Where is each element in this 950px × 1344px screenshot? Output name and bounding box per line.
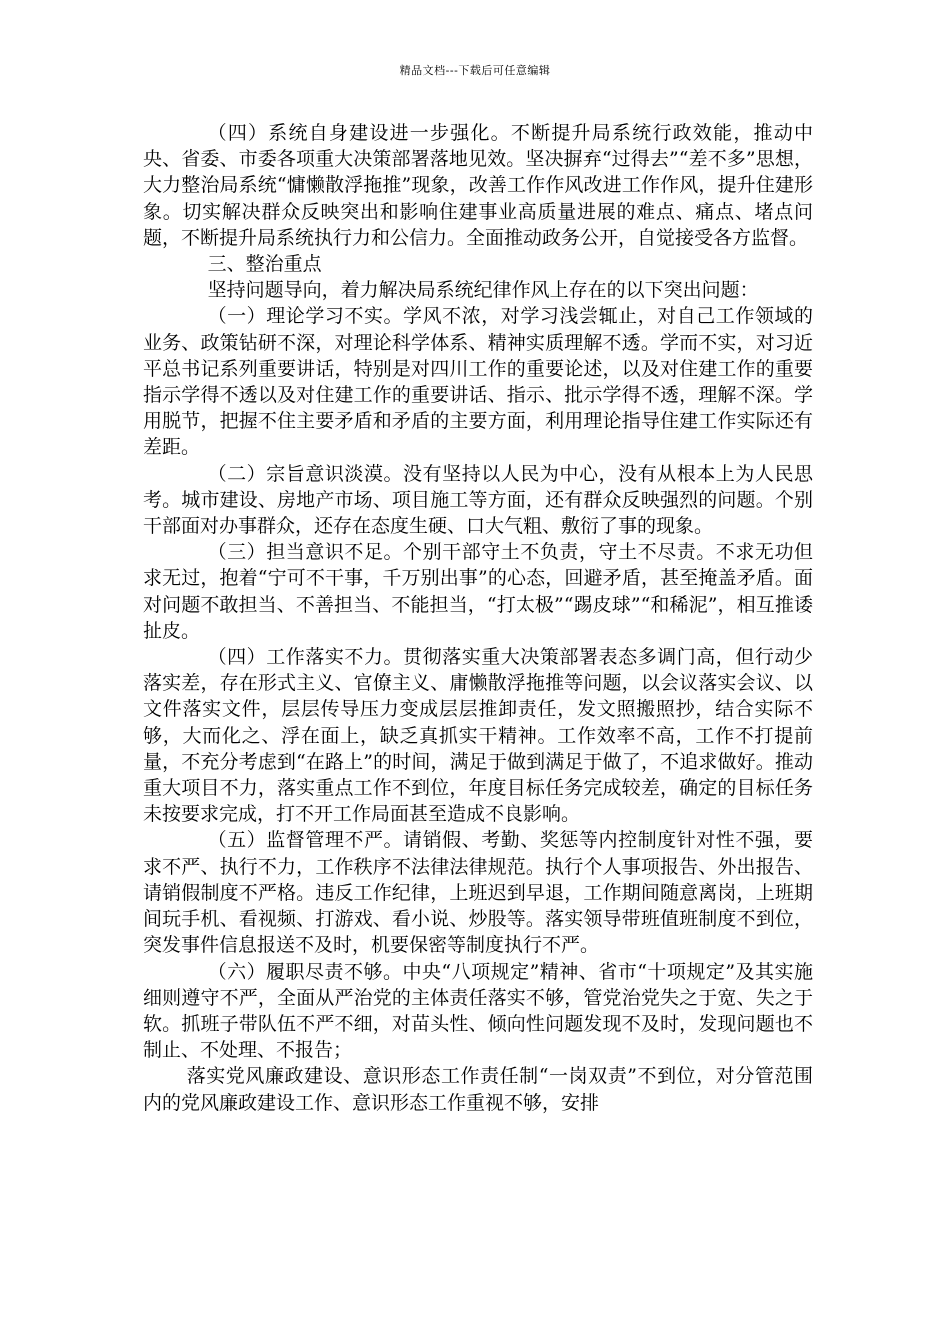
paragraph-supervision-management: （五）监督管理不严。请销假、考勤、奖惩等内控制度针对性不强，要求不严、执行不力，工作秩序不法律法律规范。执行个人事项报告、外出报告、请销假制度不严格。违反工作纪律，上班迟到早退，工作期间随意离岗，上班期间玩手机、看视频、打游戏、看小说、炒股等。落实领导带班值班制度不到位，突发事件信息报送不及时，机要保密等制度执行不严。 — [143, 829, 813, 957]
paragraph-work-implementation: （四）工作落实不力。贯彻落实重大决策部署表态多调门高，但行动少落实差，存在形式主义、官僚主义、庸懒散浮拖推等问题，以会议落实会议、以文件落实文件，层层传导压力变成层层推卸责任，发文照搬照抄，结合实际不够，大而化之、浮在面上，缺乏真抓实干精神。工作效率不高，工作不打提前量，不充分考虑到“在路上”的时间，满足于做到满足于做了，不追求做好。推动重大项目不力，落实重点工作不到位，年度目标任务完成较差，确定的目标任务未按要求完成，打不开工作局面甚至造成不良影响。 — [143, 646, 813, 826]
paragraph-theory-study: （一）理论学习不实。学风不浓，对学习浅尝辄止，对自己工作领域的业务、政策钻研不深，对理论科学体系、精神实质理解不透。学而不实，对习近平总书记系列重要讲话，特别是对四川工作的重要论述，以及对住建工作的重要指示学得不透以及对住建工作的重要讲话、指示、批示学得不透，理解不深。学用脱节，把握不住主要矛盾和矛盾的主要方面，利用理论指导住建工作实际还有差距。 — [143, 305, 813, 459]
document-body — [143, 120, 813, 1116]
paragraph-problem-orientation: 坚持问题导向，着力解决局系统纪律作风上存在的以下突出问题： — [207, 279, 759, 302]
paragraph-duty-performance: （六）履职尽责不够。中央“八项规定”精神、省市“十项规定”及其实施细则遵守不严，全面从严治党的主体责任落实不够，管党治党失之于宽、失之于软。抓班子带队伍不严不细，对苗头性、倾向性问题发现不及时，发现问题也不制止、不处理、不报告； — [143, 960, 813, 1062]
paragraph-responsibility-awareness: （三）担当意识不足。个别干部守土不负责，守土不尽责。不求无功但求无过，抱着“宁可不干事，千万别出事”的心态，回避矛盾，甚至掩盖矛盾。面对问题不敢担当、不善担当、不能担当，“打太极”“踢皮球”“和稀泥”，相互推诿扯皮。 — [143, 541, 813, 642]
paragraph-purpose-awareness: （二）宗旨意识淡漠。没有坚持以人民为中心，没有从根本上为人民思考。城市建设、房地产市场、项目施工等方面，还有群众反映强烈的问题。个别干部面对办事群众，还存在态度生硬、口大气粗、敷衍了事的现象。 — [143, 462, 813, 538]
paragraph-system-building: （四）系统自身建设进一步强化。不断提升局系统行政效能，推动中央、省委、市委各项重大决策部署落地见效。坚决摒弃“过得去”“差不多”思想，大力整治局系统“慵懒散浮拖推”现象，改善工作作风改进工作作风，提升住建形象。切实解决群众反映突出和影响住建事业高质量进展的难点、痛点、堵点问题，不断提升局系统执行力和公信力。全面推动政务公开，自觉接受各方监督。 — [143, 122, 813, 249]
section-heading-key-issues: 三、整治重点 — [207, 253, 322, 276]
paragraph-party-conduct: 落实党风廉政建设、意识形态工作责任制“一岗双责”不到位，对分管范围内的党风廉政建设工作、意识形态工作重视不够，安排 — [143, 1065, 813, 1114]
page-header: 精品文档---下载后可任意编辑 — [399, 64, 551, 77]
